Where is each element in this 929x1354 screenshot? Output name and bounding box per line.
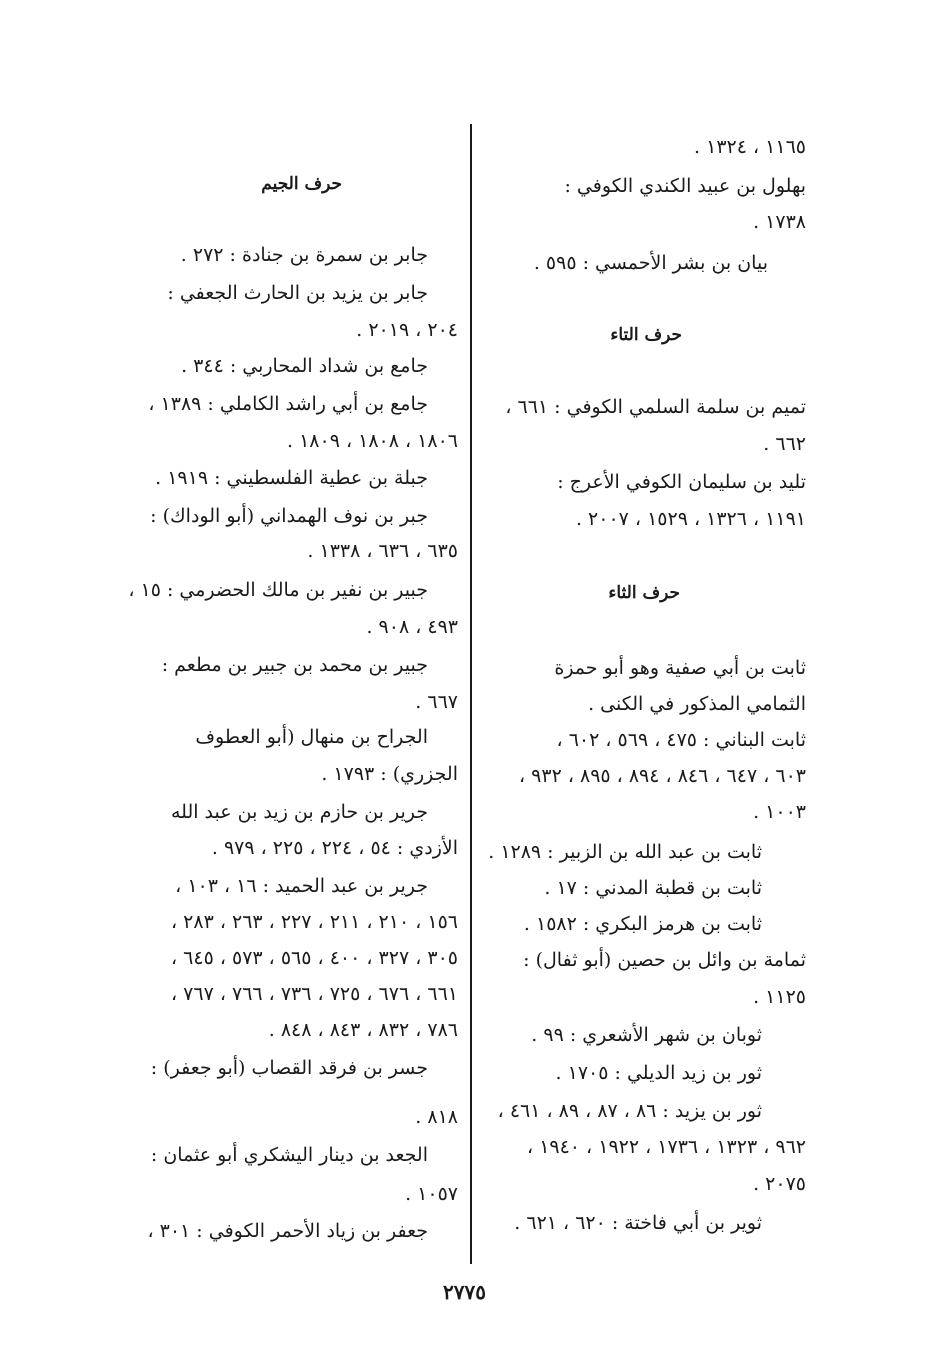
index-entry: ثابت بن هرمز البكري : ١٥٨٢ . — [523, 913, 762, 935]
index-line: ٨١٨ . — [415, 1106, 458, 1128]
index-line: ١٥٦ ، ٢١٠ ، ٢١١ ، ٢٢٧ ، ٢٦٣ ، ٢٨٣ ، — [170, 911, 458, 933]
index-entry: ثور بن يزيد : ٨٦ ، ٨٧ ، ٨٩ ، ٤٦١ ، — [497, 1100, 762, 1122]
index-entry: جامع بن أبي راشد الكاملي : ١٣٨٩ ، — [148, 393, 428, 415]
index-line: ٢٠٤ ، ٢٠١٩ . — [356, 319, 458, 341]
index-entry: جابر بن يزيد بن الحارث الجعفي : — [167, 282, 428, 304]
index-line: ٤٩٣ ، ٩٠٨ . — [366, 616, 458, 638]
index-line: ١٠٠٣ . — [753, 801, 806, 823]
index-line: ١٠٥٧ . — [405, 1183, 458, 1205]
index-line: ٦٦١ ، ٦٧٦ ، ٧٢٥ ، ٧٣٦ ، ٧٦٦ ، ٧٦٧ ، — [170, 983, 458, 1005]
index-entry: بيان بن بشر الأحمسي : ٥٩٥ . — [533, 252, 768, 274]
index-entry: جرير بن عبد الحميد : ١٦ ، ١٠٣ ، — [175, 875, 428, 897]
index-entry: الجراح بن منهال (أبو العطوف — [195, 726, 428, 748]
index-entry: ثابت بن عبد الله بن الزبير : ١٢٨٩ . — [488, 841, 762, 863]
section-heading-ta: حرف التاء — [610, 325, 682, 345]
index-entry: بهلول بن عبيد الكندي الكوفي : — [564, 175, 806, 197]
index-entry: تميم بن سلمة السلمي الكوفي : ٦٦١ ، — [505, 396, 806, 418]
index-line: ١١٦٥ ، ١٣٢٤ . — [694, 136, 806, 158]
index-entry: جرير بن حازم بن زيد بن عبد الله — [170, 801, 428, 823]
index-line: الأزدي : ٥٤ ، ٢٢٤ ، ٢٢٥ ، ٩٧٩ . — [211, 837, 458, 859]
index-line: ٩٦٢ ، ١٣٢٣ ، ١٧٣٦ ، ١٩٢٢ ، ١٩٤٠ ، — [527, 1136, 806, 1158]
index-entry: الجعد بن دينار اليشكري أبو عثمان : — [150, 1144, 428, 1166]
page-number: ٢٧٧٥ — [443, 1280, 486, 1304]
index-entry: جبر بن نوف الهمداني (أبو الوداك) : — [150, 505, 428, 527]
section-heading-tha: حرف الثاء — [608, 583, 680, 603]
index-entry: ثمامة بن وائل بن حصين (أبو ثفال) : — [523, 949, 806, 971]
index-entry: جسر بن فرقد القصاب (أبو جعفر) : — [150, 1057, 428, 1079]
index-line: ٣٠٥ ، ٣٢٧ ، ٤٠٠ ، ٥٦٥ ، ٥٧٣ ، ٦٤٥ ، — [170, 947, 458, 969]
index-line: ٦٦٢ . — [763, 433, 806, 455]
index-entry: ثابت بن قطبة المدني : ١٧ . — [544, 877, 762, 899]
index-entry: ثابت البناني : ٤٧٥ ، ٥٦٩ ، ٦٠٢ ، — [556, 729, 806, 751]
index-entry: جبير بن نفير بن مالك الحضرمي : ١٥ ، — [128, 579, 428, 601]
section-heading-jim: حرف الجيم — [261, 174, 342, 194]
index-line: الثمامي المذكور في الكنى . — [588, 693, 806, 715]
index-entry: ثوير بن أبي فاختة : ٦٢٠ ، ٦٢١ . — [514, 1212, 762, 1234]
index-line: الجزري) : ١٧٩٣ . — [321, 763, 458, 785]
index-entry: ثوبان بن شهر الأشعري : ٩٩ . — [531, 1024, 762, 1046]
index-entry: جامع بن شداد المحاربي : ٣٤٤ . — [181, 355, 428, 377]
index-line: ١١٩١ ، ١٣٢٦ ، ١٥٢٩ ، ٢٠٠٧ . — [575, 508, 806, 530]
index-line: ١٧٣٨ . — [753, 211, 806, 233]
index-entry: جبلة بن عطية الفلسطيني : ١٩١٩ . — [155, 467, 428, 489]
index-entry: جابر بن سمرة بن جنادة : ٢٧٢ . — [180, 244, 428, 266]
index-entry: تليد بن سليمان الكوفي الأعرج : — [557, 471, 806, 493]
index-line: ٦٦٧ . — [415, 691, 458, 713]
index-entry: ثابت بن أبي صفية وهو أبو حمزة — [554, 657, 806, 679]
index-entry: جبير بن محمد بن جبير بن مطعم : — [161, 654, 428, 676]
index-line: ١٨٠٦ ، ١٨٠٨ ، ١٨٠٩ . — [286, 430, 458, 452]
index-entry: ثور بن زيد الديلي : ١٧٠٥ . — [555, 1062, 762, 1084]
index-entry: جعفر بن زياد الأحمر الكوفي : ٣٠١ ، — [147, 1220, 428, 1242]
index-line: ٦٠٣ ، ٦٤٧ ، ٨٤٦ ، ٨٩٤ ، ٨٩٥ ، ٩٣٢ ، — [518, 765, 806, 787]
column-divider — [470, 124, 472, 1264]
index-line: ٦٣٥ ، ٦٣٦ ، ١٣٣٨ . — [307, 540, 458, 562]
index-line: ٧٨٦ ، ٨٣٢ ، ٨٤٣ ، ٨٤٨ . — [268, 1019, 458, 1041]
index-line: ١١٢٥ . — [753, 986, 806, 1008]
index-line: ٢٠٧٥ . — [753, 1173, 806, 1195]
